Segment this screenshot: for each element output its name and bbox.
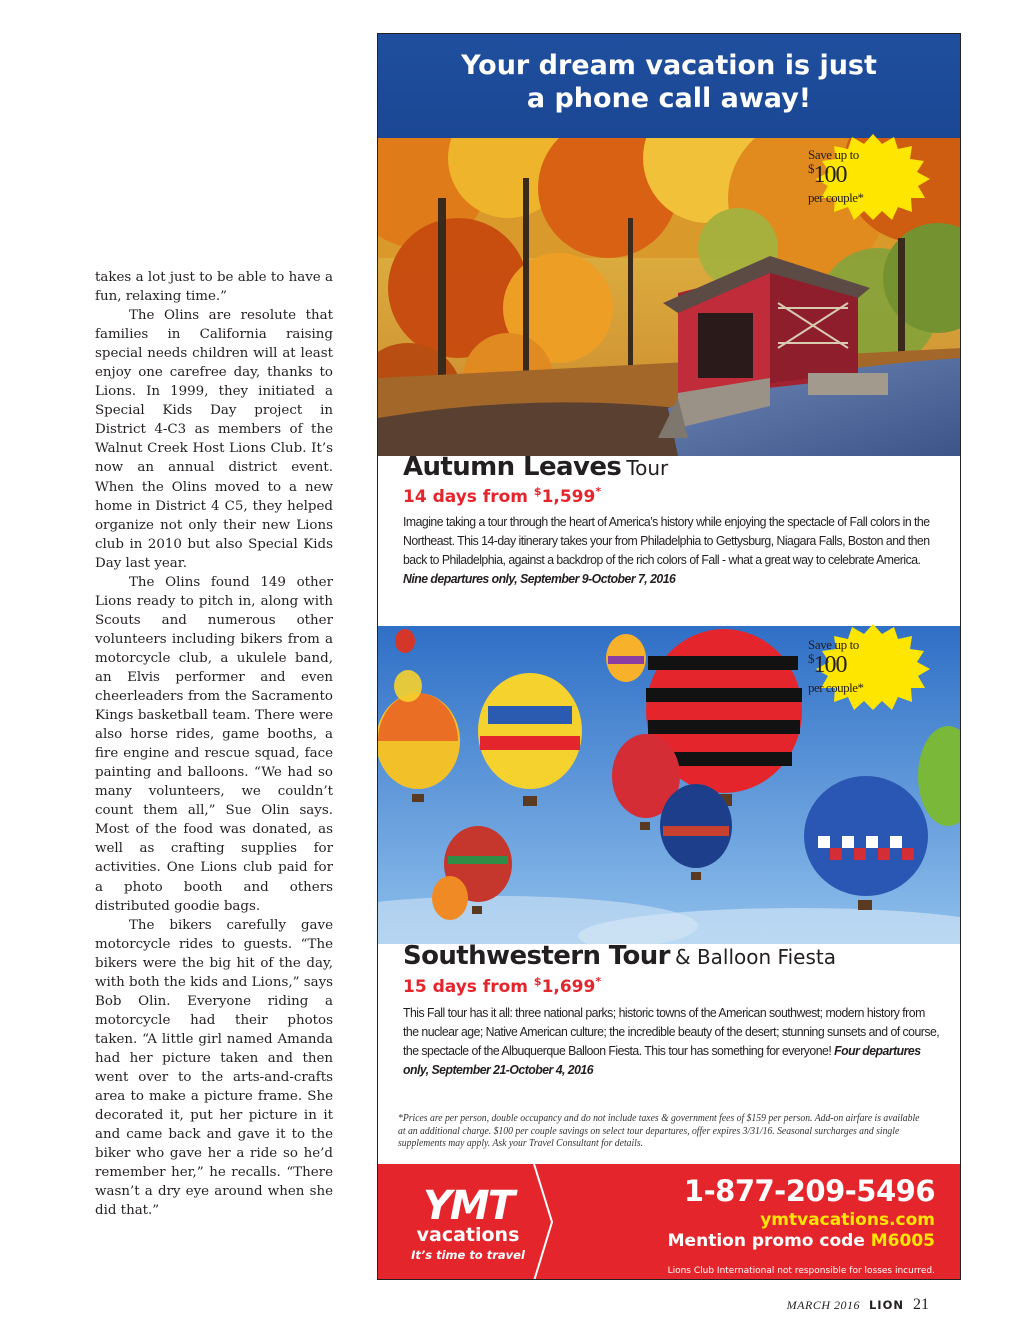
ad-headline-line2: a phone call away! <box>526 83 812 114</box>
ymt-logo <box>403 1183 533 1262</box>
logo-mark: YMT <box>422 1183 514 1229</box>
savings-badge <box>808 134 938 220</box>
issue-date: MARCH 2016 <box>786 1298 860 1312</box>
page-number: 21 <box>913 1296 929 1313</box>
badge2-amount-value: 100 <box>813 652 847 678</box>
badge-amount-value: 100 <box>813 162 847 188</box>
badge2-dollar: $ <box>808 651 814 666</box>
badge-amount <box>808 161 938 189</box>
tour1-dollar: $ <box>533 485 542 498</box>
ad-headline-line1: Your dream vacation is just <box>461 50 877 81</box>
tour1-description <box>403 512 942 588</box>
tour2-title-main: Southwestern Tour <box>403 941 670 971</box>
tour2-title <box>403 941 836 971</box>
tour2-departures: Four departures only, September 21-October 4, 2016 <box>403 1043 921 1077</box>
promo-code-line <box>668 1231 935 1251</box>
article-column <box>95 268 333 1220</box>
chevron-divider-icon <box>530 1164 556 1280</box>
tour1-asterisk: * <box>595 485 602 498</box>
tour1-duration: 14 days from <box>403 487 534 507</box>
tour1-title <box>403 452 668 482</box>
ad-headline <box>378 34 960 138</box>
logo-word: vacations <box>416 1224 520 1246</box>
disclaimer: Lions Club International not responsible for losses incurred. <box>667 1266 935 1276</box>
article-paragraph: takes a lot just to be able to have a fun, relaxing time.” <box>95 270 333 305</box>
tour2-price <box>403 975 601 997</box>
fine-print: *Prices are per person, double occupancy and do not include taxes & government fees of $159 per person. Add-on airfare is available at an additional charge. $100 per couple savings on select tour departures, offer expires 3/31/16. Seasonal surcharges and single supplements may apply. Ask your Travel Consultant for details. <box>398 1112 920 1150</box>
savings-badge-2 <box>808 624 938 710</box>
tour2-asterisk: * <box>595 975 602 988</box>
promo-code: M6005 <box>870 1231 935 1251</box>
promo-label: Mention promo code <box>667 1231 871 1251</box>
travel-advertisement <box>377 33 961 1280</box>
page-footer <box>787 1296 929 1314</box>
badge2-amount <box>808 651 938 679</box>
badge2-line3: per couple* <box>808 680 864 695</box>
tour2-description <box>403 1003 942 1079</box>
article-paragraph: The Olins found 149 other Lions ready to pitch in, along with Scouts and numerous other volunteers including bikers from a motorcycle club, a ukulele band, an Elvis performer and even cheerleaders from the Sacramento Kings basketball team. There were also horse rides, game booths, a fire engine and rescue squad, face painting and balloons. “We had so many volunteers, we couldn’t count them all,” Sue Olin says. Most of the food was donated, as well as crafting supplies for activities. One Lions club paid for a photo booth and others distributed goodie bags. <box>95 574 333 914</box>
tour2-title-suffix: & Balloon Fiesta <box>674 945 836 969</box>
tour2-price-value: 1,699 <box>541 977 596 997</box>
tour1-price <box>403 485 601 507</box>
phone-number[interactable]: 1-877-209-5496 <box>683 1174 935 1208</box>
tour1-title-main: Autumn Leaves <box>403 452 622 482</box>
tour2-duration: 15 days from <box>403 977 534 997</box>
badge-line1: Save up to <box>808 147 859 162</box>
tour2-desc-text: This Fall tour has it all: three national parks; historic towns of the American southwest; modern history from the nuclear age; Native American culture; the incredible beauty of the desert; stunning sunsets and of course, the spectacle of the Albuquerque Balloon Fiesta. This tour has something for everyone! <box>403 1005 940 1058</box>
badge-dollar: $ <box>808 161 814 176</box>
magazine-name: LION <box>868 1298 904 1312</box>
article-paragraph: The Olins are resolute that families in California raising special needs children will at least enjoy one carefree day, thanks to Lions. In 1999, they initiated a Special Kids Day project in District 4-C3 as members of the Walnut Creek Host Lions Club. It’s now an annual district event. When the Olins moved to a new home in District 4 C5, they helped organize not only their new Lions club in 2010 but also Special Kids Day last year. <box>95 308 333 571</box>
badge-line3: per couple* <box>808 190 864 205</box>
tour1-price-value: 1,599 <box>541 487 596 507</box>
logo-tagline: It’s time to travel <box>411 1248 525 1262</box>
tour1-desc-text: Imagine taking a tour through the heart of America’s history while enjoying the spectacle of Fall colors in the Northeast. This 14-day itinerary takes your from Philadelphia to Gettysburg, Niagara Falls, Boston and then back to Philadelphia, against a backdrop of the rich colors of Fall - what a great way to celebrate America. <box>403 514 930 567</box>
tour2-dollar: $ <box>533 975 542 988</box>
tour1-departures: Nine departures only, September 9-October 7, 2016 <box>403 571 676 586</box>
article-paragraph: The bikers carefully gave motorcycle rides to guests. “The bikers were the big hit of the day, with both the kids and Lions,” says Bob Olin. Everyone riding a motorcycle had their photos taken. “A little girl named Amanda had her picture taken and then went over to the arts-and-crafts area to make a picture frame. She decorated it, put her picture in it and came back and gave it to the biker who gave her a ride so he’d remember her,” he recalls. “There wasn’t a dry eye around when she did that.” <box>95 917 334 1219</box>
badge2-line1: Save up to <box>808 637 859 652</box>
website-link[interactable]: ymtvacations.com <box>760 1210 935 1230</box>
ad-contact-footer <box>378 1164 960 1280</box>
tour1-title-suffix: Tour <box>626 456 669 480</box>
